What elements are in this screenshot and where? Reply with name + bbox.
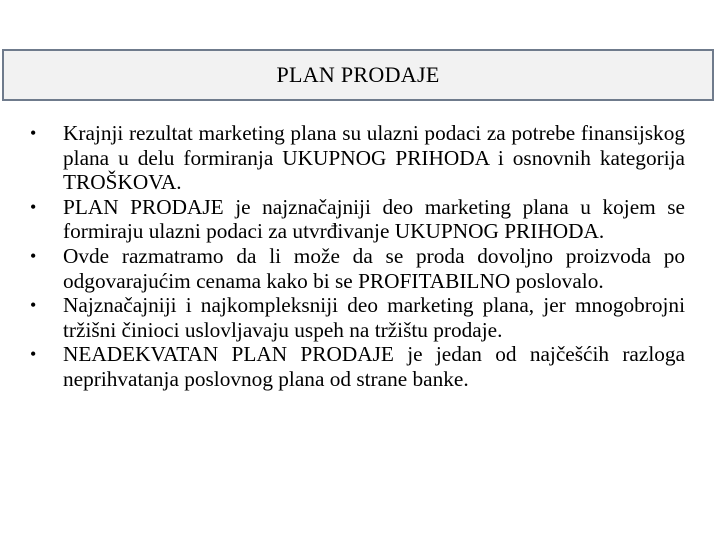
bullet-text: Krajnji rezultat marketing plana su ulazni podaci za potrebe finansijskog plana u delu formiranja UKUPNOG PRIHODA i osnovnih kategorija TROŠKOVA.	[63, 121, 685, 195]
bullet-item	[29, 121, 685, 195]
bullet-text: NEADEKVATAN PLAN PRODAJE je jedan od najčešćih razloga neprihvatanja poslovnog plana od strane banke.	[63, 342, 685, 391]
bullet-item	[29, 195, 685, 244]
bullet-icon: •	[30, 344, 37, 365]
bullet-text: Ovde razmatramo da li može da se proda dovoljno proizvoda po odgovarajućim cenama kako bi se PROFITABILNO poslovalo.	[63, 243, 685, 293]
bullet-list	[29, 121, 685, 392]
bullet-icon: •	[30, 245, 37, 266]
bullet-icon: •	[30, 295, 37, 316]
bullet-item	[29, 293, 685, 342]
bullet-text: Najznačajniji i najkompleksniji deo marketing plana, jer mnogobrojni tržišni činioci uslovljavaju uspeh na tržištu prodaje.	[63, 293, 685, 342]
title-banner	[2, 49, 714, 101]
bullet-item	[29, 342, 685, 391]
bullet-icon: •	[30, 123, 37, 143]
bullet-item	[29, 244, 685, 293]
bullet-text: PLAN PRODAJE je najznačajniji deo marketing plana u kojem se formiraju ulazni podaci za utvrđivanje UKUPNOG PRIHODA.	[63, 194, 685, 244]
slide-title: PLAN PRODAJE	[276, 62, 440, 87]
bullet-icon: •	[30, 196, 37, 217]
